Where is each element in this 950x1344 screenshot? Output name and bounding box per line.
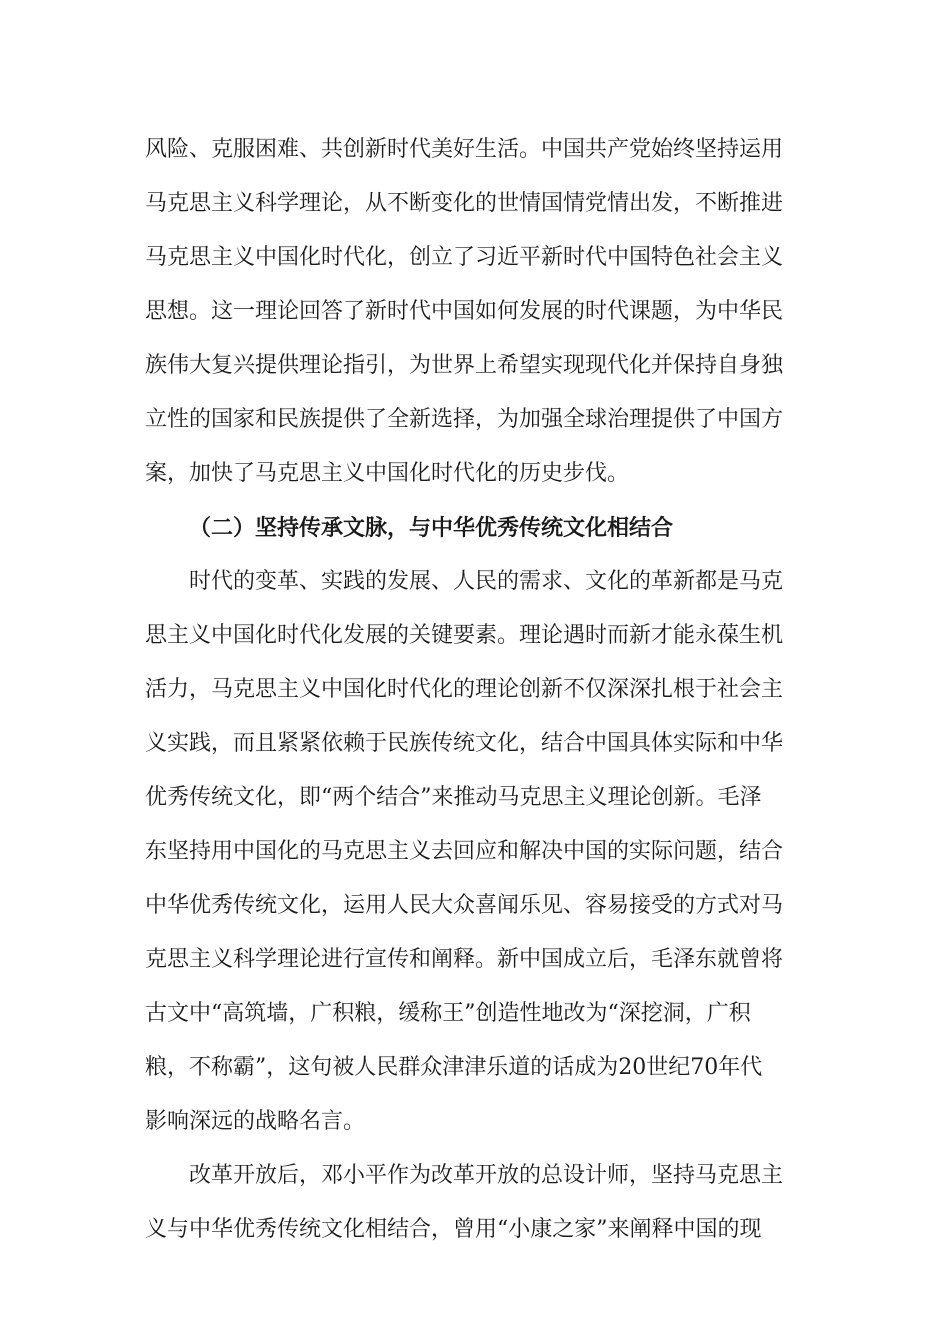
- paragraph-2-line-7: 中华优秀传统文化，运用人民大众喜闻乐见、容易接受的方式对马: [145, 893, 784, 918]
- paragraph-2-line-1: 时代的变革、实践的发展、人民的需求、文化的革新都是马克: [189, 569, 784, 594]
- paragraph-2-line-5: 优秀传统文化，即“两个结合”来推动马克思主义理论创新。毛泽: [145, 785, 762, 810]
- paragraph-1-line-5: 族伟大复兴提供理论指引，为世界上希望实现现代化并保持自身独: [145, 353, 784, 378]
- paragraph-2-line-4: 义实践，而且紧紧依赖于民族传统文化，结合中国具体实际和中华: [145, 731, 784, 756]
- paragraph-3-line-1: 改革开放后，邓小平作为改革开放的总设计师，坚持马克思主: [189, 1163, 784, 1188]
- paragraph-1-line-3: 马克思主义中国化时代化，创立了习近平新时代中国特色社会主义: [145, 245, 784, 270]
- paragraph-2-line-11: 影响深远的战略名言。: [145, 1109, 366, 1134]
- paragraph-1-line-7: 案，加快了马克思主义中国化时代化的历史步伐。: [145, 461, 630, 486]
- paragraph-1-line-6: 立性的国家和民族提供了全新选择，为加强全球治理提供了中国方: [145, 407, 784, 432]
- paragraph-3-line-2: 义与中华优秀传统文化相结合，曾用“小康之家”来阐释中国的现: [145, 1217, 762, 1242]
- paragraph-1-line-4: 思想。这一理论回答了新时代中国如何发展的时代课题，为中华民: [145, 299, 784, 324]
- paragraph-2-line-6: 东坚持用中国化的马克思主义去回应和解决中国的实际问题，结合: [145, 839, 784, 864]
- paragraph-2-line-3: 活力，马克思主义中国化时代化的理论创新不仅深深扎根于社会主: [145, 677, 784, 702]
- paragraph-1-line-2: 马克思主义科学理论，从不断变化的世情国情党情出发，不断推进: [145, 191, 784, 216]
- paragraph-2-line-8: 克思主义科学理论进行宣传和阐释。新中国成立后，毛泽东就曾将: [145, 947, 784, 972]
- paragraph-2-line-2: 思主义中国化时代化发展的关键要素。理论遇时而新才能永葆生机: [145, 623, 784, 648]
- paragraph-2-line-9: 古文中“高筑墙，广积粮，缓称王”创造性地改为“深挖洞，广积: [145, 1001, 751, 1026]
- paragraph-2-line-10: 粮，不称霸”，这句被人民群众津津乐道的话成为20世纪70年代: [145, 1055, 763, 1080]
- paragraph-1-line-1: 风险、克服困难、共创新时代美好生活。中国共产党始终坚持运用: [145, 137, 784, 162]
- section-heading: （二）坚持传承文脉，与中华优秀传统文化相结合: [189, 515, 674, 541]
